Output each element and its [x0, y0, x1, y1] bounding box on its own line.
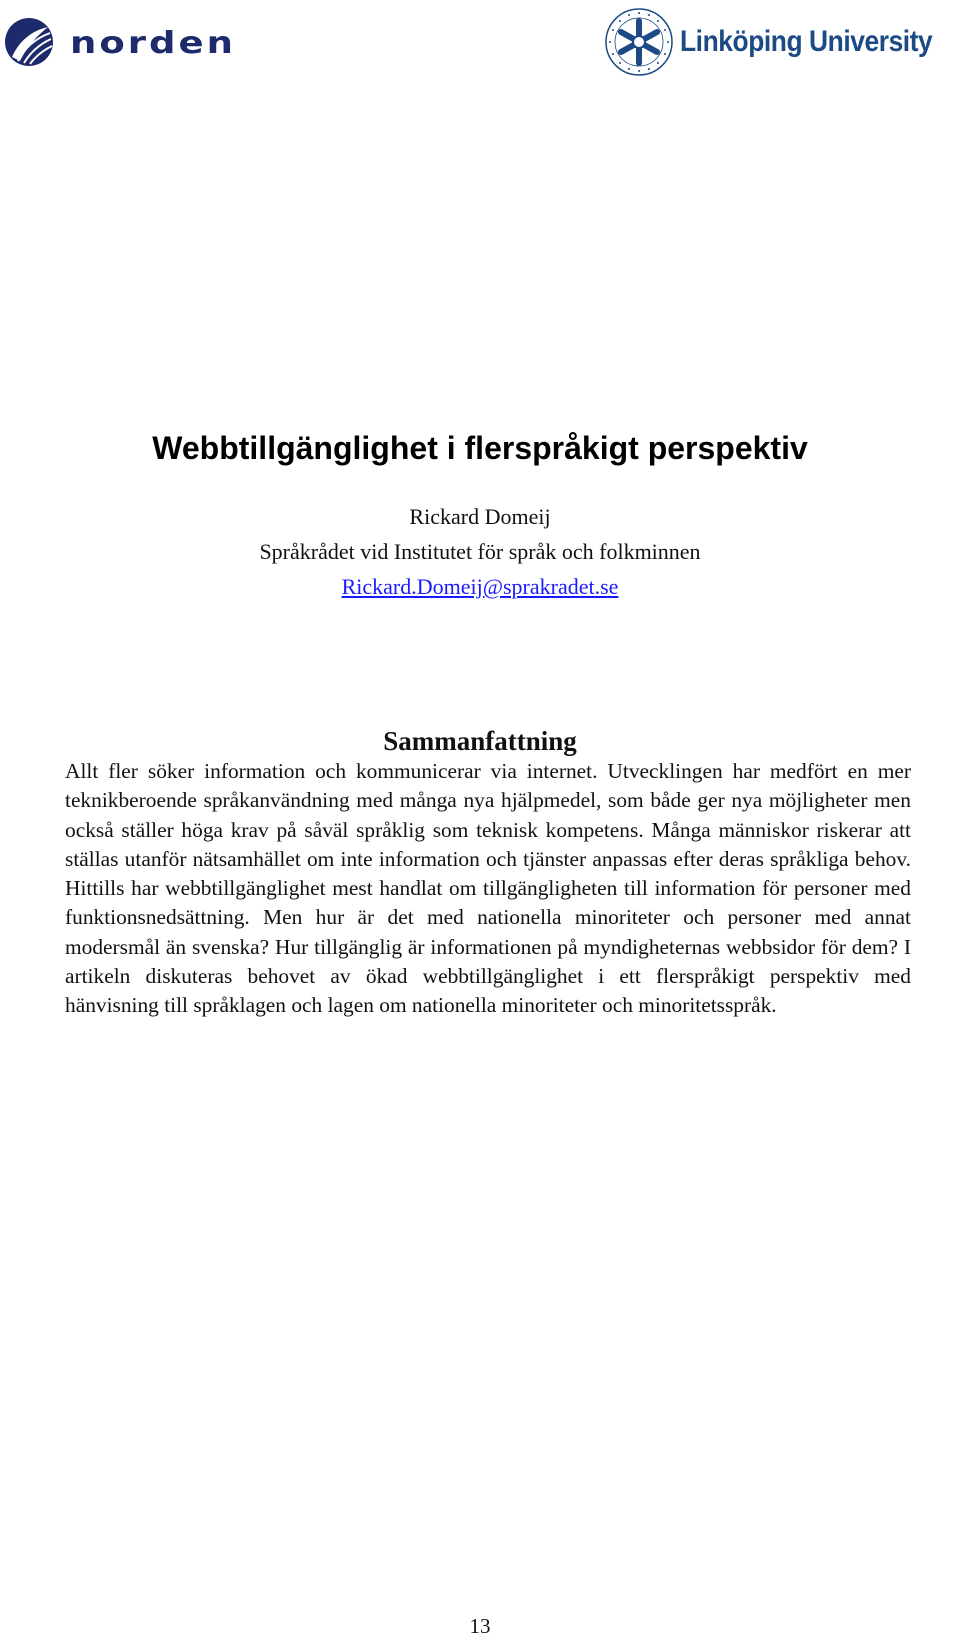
norden-swan-icon: [4, 17, 54, 67]
author-name: Rickard Domeij: [409, 504, 551, 529]
linkoping-university-wordmark: Linköping University: [680, 25, 933, 58]
paper-title: Webbtillgänglighet i flerspråkigt perspektiv: [152, 430, 808, 466]
norden-logo: [4, 16, 242, 68]
abstract-text: Allt fler söker information och kommunicerar via internet. Utvecklingen har medfört en mer teknikberoende språkanvändning med många nya hjälpmedel, som både ger nya möjligheter men också ställer höga krav på såväl språklig som teknisk kompetens. Många människor riskerar att ställas utanför nätsamhället om inte information och tjänster anpassas efter deras språkliga behov. Hittills har webbtillgänglighet mest handlat om tillgängligheten till information för personer med funktionsnedsättning. Men hur är det med nationella minoriteter och personer med annat modersmål än svenska? Hur tillgänglig är informationen på myndigheternas webbsidor för dem? I artikeln diskuteras behovet av ökad webbtillgänglighet i ett flerspråkigt perspektiv med hänvisning till språklagen och lagen om nationella minoriteter och minoritetsspråk.: [65, 759, 911, 1018]
page-number: 13: [469, 1614, 491, 1638]
author-email-link[interactable]: Rickard.Domeij@sprakradet.se: [341, 574, 619, 599]
norden-wordmark: norden: [70, 24, 236, 60]
linkoping-university-seal-icon: [604, 7, 674, 77]
author-block: [0, 499, 960, 604]
author-affiliation: Språkrådet vid Institutet för språk och folkminnen: [259, 539, 701, 564]
linkoping-university-logo: [604, 6, 956, 78]
abstract-heading: Sammanfattning: [383, 726, 577, 756]
